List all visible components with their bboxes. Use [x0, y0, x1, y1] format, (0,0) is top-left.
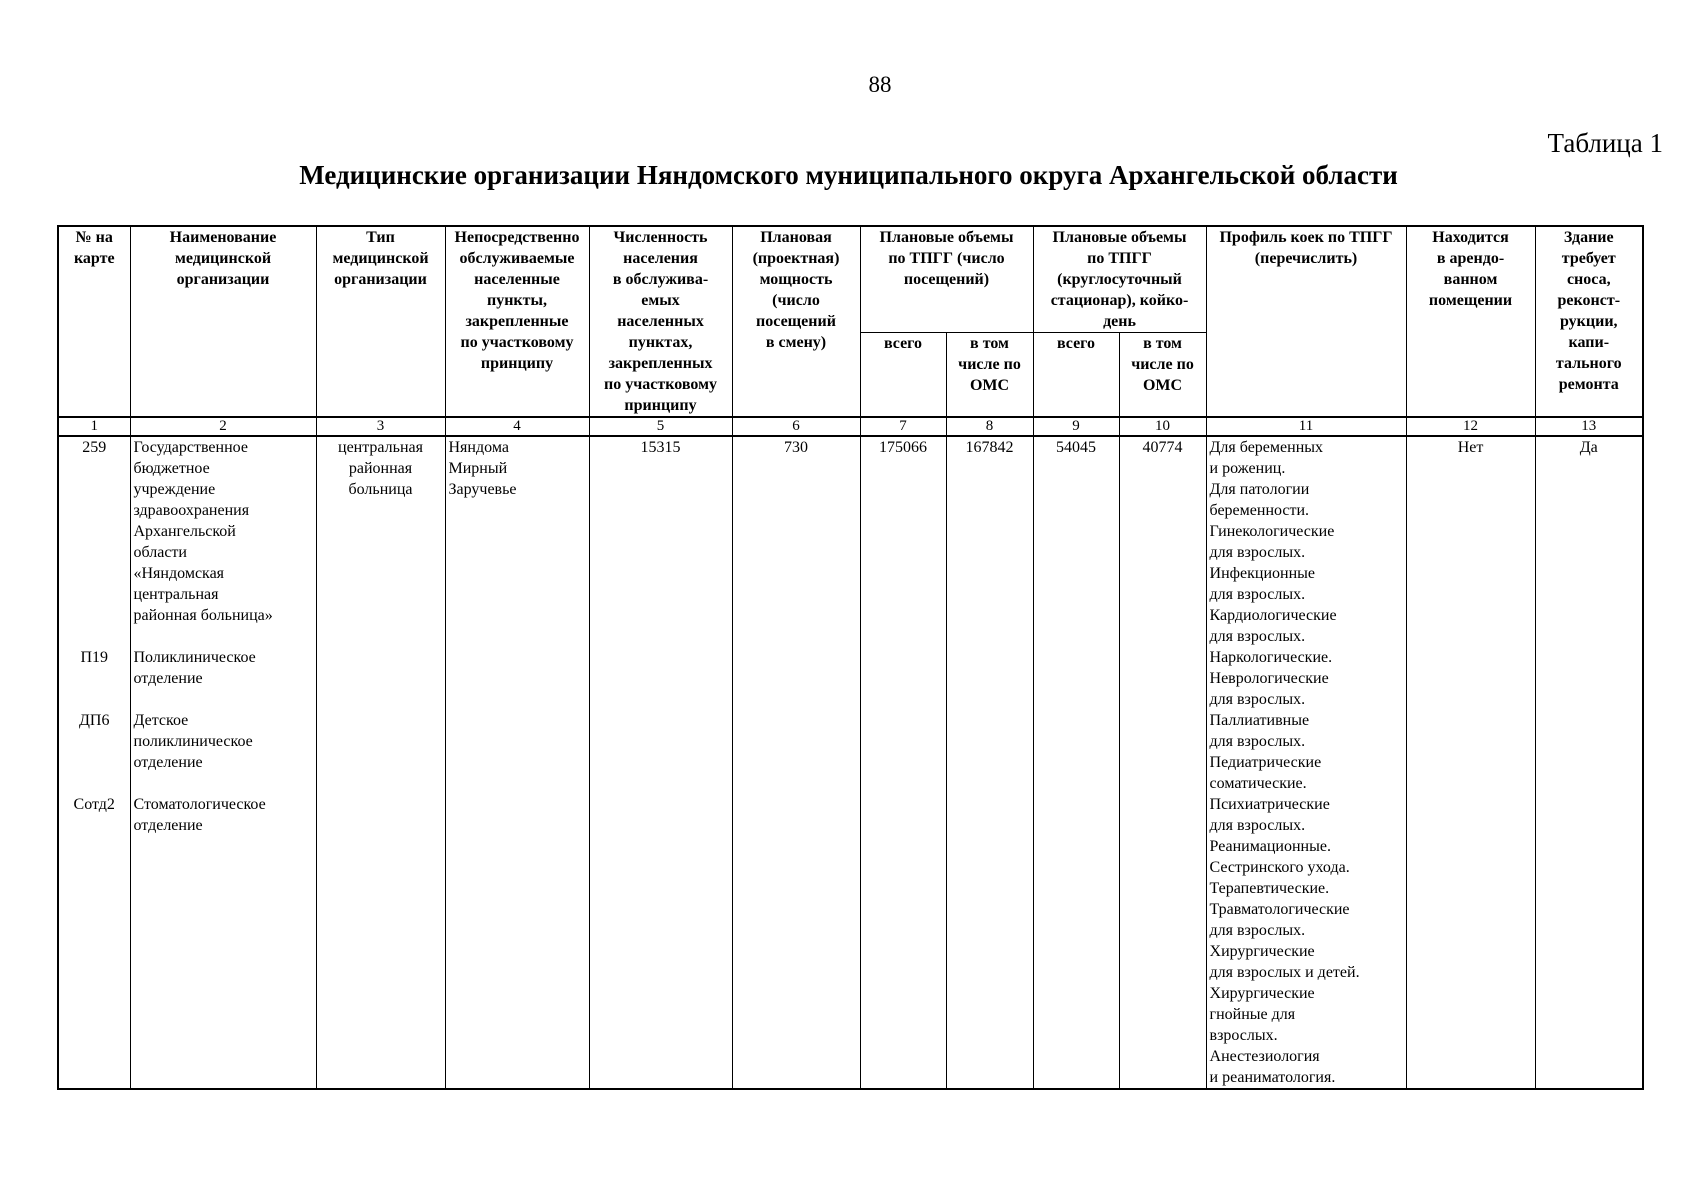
text-line: беременности.	[1209, 502, 1310, 519]
text-line: в том	[1143, 335, 1182, 353]
text-line: центральная	[338, 439, 423, 456]
text-line: капи-	[1568, 334, 1610, 351]
text-line: Кардиологические	[1209, 607, 1337, 624]
text-line: больница	[348, 481, 413, 498]
text-line: районная больница»	[133, 607, 273, 624]
text-line: реконст-	[1557, 292, 1621, 309]
text-line: в арендо-	[1436, 250, 1505, 267]
map-number: 259	[82, 439, 107, 456]
text-line: поликлиническое	[133, 733, 253, 750]
text-line: Заручевье	[448, 481, 517, 498]
text-line: Анестезиология	[1209, 1048, 1320, 1065]
header-org-name	[130, 226, 316, 417]
text-line: Поликлиническое	[133, 649, 256, 666]
column-number: 10	[1119, 417, 1206, 436]
text-line: взрослых.	[1209, 1027, 1278, 1044]
org-subdivision-polyclinic	[134, 647, 313, 689]
header-needs-repair	[1535, 226, 1643, 417]
text-line: Наркологические.	[1209, 649, 1333, 666]
text-line: Неврологические	[1209, 670, 1329, 687]
column-number: 13	[1535, 417, 1643, 436]
text-line: (перечислить)	[1254, 250, 1358, 267]
population-cell: 15315	[589, 436, 732, 1089]
text-line: тального	[1555, 355, 1622, 372]
text-line: для взрослых.	[1209, 544, 1306, 561]
text-line: отделение	[133, 670, 203, 687]
text-line: стационар), койко-	[1050, 292, 1189, 309]
text-line: числе по	[958, 356, 1021, 374]
text-line: в обслужива-	[612, 271, 709, 288]
text-line: для взрослых.	[1209, 733, 1306, 750]
header-rented	[1406, 226, 1535, 417]
text-line: карте	[73, 250, 115, 267]
text-line: районная	[348, 460, 413, 477]
text-line: день	[1103, 313, 1136, 330]
header-org-type	[316, 226, 445, 417]
header-capacity	[732, 226, 860, 417]
text-line: в том	[970, 335, 1009, 353]
organizations-table	[57, 225, 1644, 1090]
org-subdivision-dental	[134, 794, 313, 836]
text-line: Профиль коек по ТПГГ	[1219, 229, 1393, 246]
text-line: Детское	[133, 712, 189, 729]
visits-total-cell: 175066	[860, 436, 946, 1089]
text-line: рукции,	[1559, 313, 1618, 330]
header-bed-profiles	[1206, 226, 1406, 417]
text-line: населенные	[474, 271, 560, 288]
text-line: для взрослых.	[1209, 586, 1306, 603]
text-line: Реанимационные.	[1209, 838, 1331, 855]
text-line: отделение	[133, 754, 203, 771]
text-line: принципу	[480, 355, 554, 372]
text-line: центральная	[133, 586, 219, 603]
text-line: организации	[176, 271, 270, 288]
text-line: соматические.	[1209, 775, 1307, 792]
org-subdivision-children	[134, 710, 313, 773]
header-population	[589, 226, 732, 417]
text-line: Находится	[1432, 229, 1509, 246]
text-line: Архангельской	[133, 523, 236, 540]
text-line: по участковому	[460, 334, 574, 351]
text-line: № на	[75, 229, 113, 246]
map-number: Сотд2	[73, 796, 115, 813]
text-line: Государственное	[133, 439, 248, 456]
text-line: организации	[334, 271, 427, 288]
text-line: для взрослых.	[1209, 922, 1306, 939]
column-number: 5	[589, 417, 732, 436]
map-number: П19	[80, 649, 109, 666]
column-number: 1	[58, 417, 130, 436]
text-line: Плановые объемы	[1052, 229, 1187, 246]
text-line: населения	[623, 250, 698, 267]
text-line: Терапевтические.	[1209, 880, 1330, 897]
text-line: Травматологические	[1209, 901, 1350, 918]
text-line: для взрослых.	[1209, 817, 1306, 834]
text-line: отделение	[133, 817, 203, 834]
text-line: гнойные для	[1209, 1006, 1296, 1023]
text-line: «Няндомская	[133, 565, 225, 582]
column-number-row	[58, 417, 1643, 436]
text-line: посещений	[756, 313, 836, 330]
text-line: Хирургические	[1209, 943, 1315, 960]
text-line: (проектная)	[752, 250, 840, 267]
text-line: в смену)	[765, 334, 827, 351]
column-number: 2	[130, 417, 316, 436]
column-number: 3	[316, 417, 445, 436]
text-line: Здание	[1563, 229, 1614, 246]
text-line: учреждение	[133, 481, 216, 498]
header-visits-total: всего	[860, 333, 946, 417]
column-number: 9	[1033, 417, 1119, 436]
header-bed-days-oms	[1119, 333, 1206, 417]
text-line: Гинекологические	[1209, 523, 1335, 540]
header-visits-oms	[946, 333, 1033, 417]
text-line: Психиатрические	[1209, 796, 1330, 813]
text-line: ОМС	[969, 377, 1010, 395]
text-line: обслуживаемые	[459, 250, 575, 267]
text-line: и реаниматология.	[1209, 1069, 1336, 1086]
text-line: пункты,	[486, 292, 547, 309]
text-line: ванном	[1443, 271, 1498, 288]
text-line: Педиатрические	[1209, 754, 1322, 771]
column-number: 6	[732, 417, 860, 436]
text-line: по ТПГГ (число	[888, 250, 1005, 267]
text-line: Сестринского ухода.	[1209, 859, 1350, 876]
text-line: ремонта	[1558, 376, 1619, 393]
text-line: по ТПГГ	[1087, 250, 1152, 267]
text-line: для взрослых.	[1209, 628, 1306, 645]
table-label: Таблица 1	[1547, 128, 1663, 158]
text-line: Паллиативные	[1209, 712, 1310, 729]
header-bed-days-group	[1033, 226, 1206, 333]
text-line: Стоматологическое	[133, 796, 266, 813]
needs-repair-cell: Да	[1535, 436, 1643, 1089]
text-line: (круглосуточный	[1057, 271, 1182, 288]
text-line: Плановые объемы	[879, 229, 1014, 246]
org-type-cell	[316, 436, 445, 1089]
text-line: Для патологии	[1209, 481, 1310, 498]
org-name-cell	[130, 436, 316, 1089]
text-line: принципу	[624, 397, 697, 414]
text-line: сноса,	[1566, 271, 1611, 288]
text-line: ОМС	[1142, 377, 1183, 395]
text-line: Инфекционные	[1209, 565, 1315, 582]
column-number: 12	[1406, 417, 1535, 436]
text-line: Мирный	[448, 460, 508, 477]
map-number-cell	[58, 436, 130, 1089]
text-line: (число	[772, 292, 820, 309]
visits-oms-cell: 167842	[946, 436, 1033, 1089]
capacity-cell: 730	[732, 436, 860, 1089]
text-line: населенных	[617, 313, 704, 330]
text-line: Наименование	[169, 229, 277, 246]
org-main-name	[134, 437, 313, 626]
text-line: по участковому	[604, 376, 717, 393]
text-line: Хирургические	[1209, 985, 1315, 1002]
table-row	[58, 436, 1643, 1089]
header-map-number	[58, 226, 130, 417]
bed-profiles-cell	[1206, 436, 1406, 1089]
text-line: помещении	[1428, 292, 1513, 309]
text-line: для взрослых.	[1209, 691, 1306, 708]
text-line: Тип	[366, 229, 395, 246]
column-number: 11	[1206, 417, 1406, 436]
text-line: Няндома	[448, 439, 509, 456]
header-settlements	[445, 226, 589, 417]
map-number: ДП6	[79, 712, 110, 729]
text-line: здравоохранения	[133, 502, 250, 519]
text-line: посещений)	[903, 271, 990, 288]
text-line: числе по	[1131, 356, 1194, 374]
text-line: бюджетное	[133, 460, 210, 477]
column-number: 4	[445, 417, 589, 436]
column-number: 8	[946, 417, 1033, 436]
text-line: мощность	[759, 271, 833, 288]
rented-cell: Нет	[1406, 436, 1535, 1089]
text-line: емых	[641, 292, 680, 309]
page-number: 88	[868, 72, 892, 97]
document-title: Медицинские организации Няндомского муниципального округа Архангельской области	[299, 160, 1398, 190]
text-line: требует	[1561, 250, 1616, 267]
text-line: пунктах,	[628, 334, 693, 351]
settlements-cell	[445, 436, 589, 1089]
text-line: медицинской	[332, 250, 429, 267]
text-line: медицинской	[174, 250, 272, 267]
header-visits-group	[860, 226, 1033, 333]
column-number: 7	[860, 417, 946, 436]
bed-days-total-cell: 54045	[1033, 436, 1119, 1089]
text-line: для взрослых и детей.	[1209, 964, 1360, 981]
text-line: Для беременных	[1209, 439, 1324, 456]
bed-days-oms-cell: 40774	[1119, 436, 1206, 1089]
text-line: Непосредственно	[454, 229, 580, 246]
text-line: и рожениц.	[1209, 460, 1286, 477]
text-line: Плановая	[760, 229, 832, 246]
text-line: области	[133, 544, 187, 561]
text-line: Численность	[613, 229, 708, 246]
text-line: закрепленные	[465, 313, 569, 330]
text-line: закрепленных	[608, 355, 713, 372]
header-bed-days-total: всего	[1033, 333, 1119, 417]
